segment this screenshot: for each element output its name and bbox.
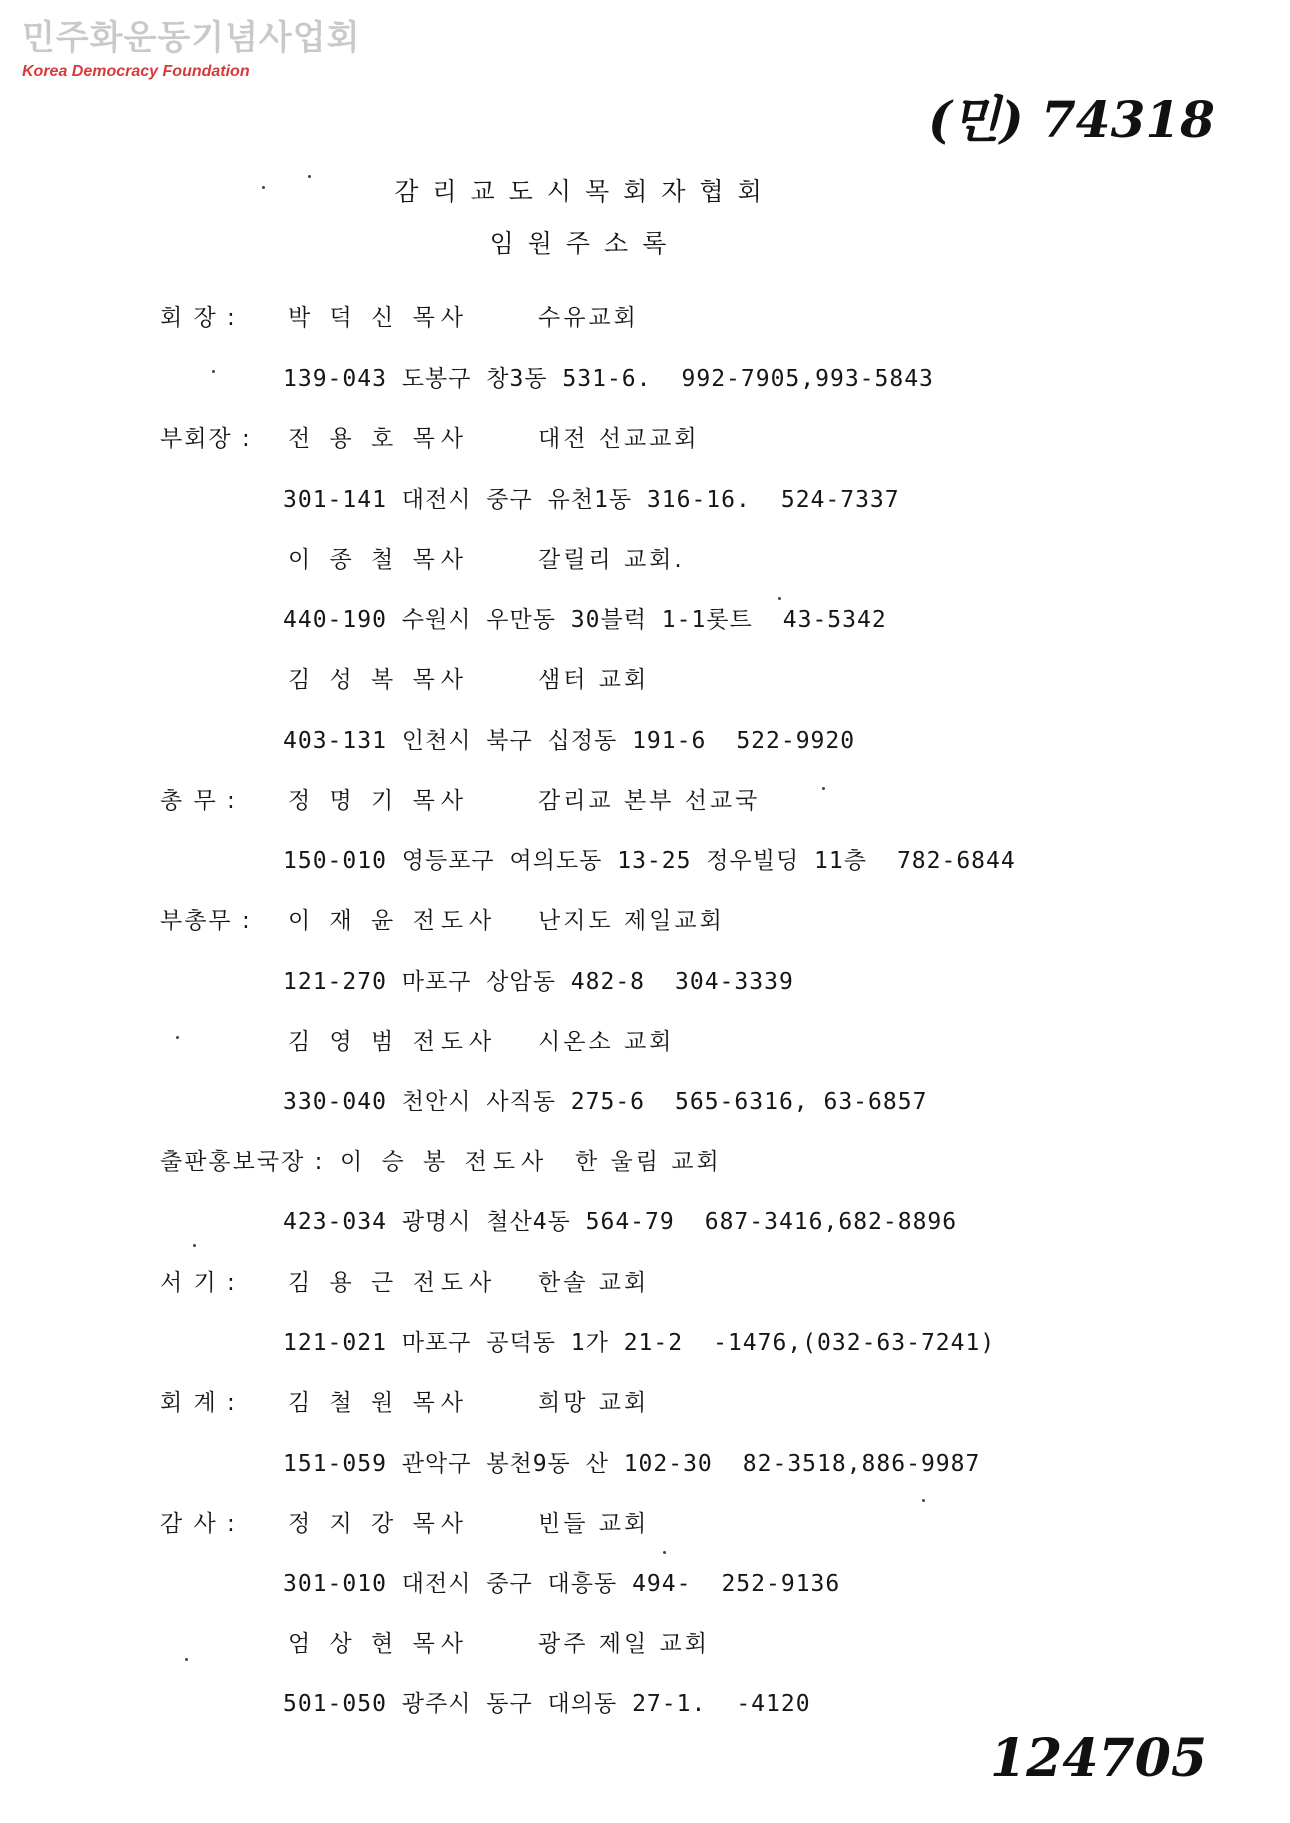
entry-address-row (283, 364, 934, 394)
phone-number: 43-5342 (782, 607, 887, 633)
church-name: 빈들 교회 (538, 1511, 650, 1537)
church-name: 한솔 교회 (538, 1270, 650, 1296)
role-label: 회 장 : (160, 305, 237, 331)
entry-address-row (283, 1449, 980, 1479)
entry-header-row (160, 1268, 649, 1298)
church-name: 시온소 교회 (538, 1029, 675, 1055)
entry-address-row (283, 1328, 995, 1358)
entry-address-row (283, 967, 794, 997)
church-name: 대전 선교교회 (538, 426, 700, 452)
person-name: 이 종 철 목사 (288, 547, 470, 573)
church-name: 희망 교회 (538, 1390, 650, 1416)
handwritten-archive-number: (민) 74318 (928, 90, 1215, 149)
person-name: 전 용 호 목사 (288, 426, 470, 452)
address: 301-141 대전시 중구 유천1동 316-16. (283, 487, 751, 513)
scan-speck (663, 1551, 666, 1554)
role-label: 회 계 : (160, 1390, 237, 1416)
entry-address-row (283, 1569, 840, 1599)
entry-address-row (283, 485, 900, 515)
scan-speck (778, 597, 781, 600)
document-subtitle: 임원주소록 (489, 229, 681, 258)
address: 139-043 도봉구 창3동 531-6. (283, 366, 652, 392)
person-name: 이 재 윤 전도사 (288, 908, 498, 934)
church-name: 수유교회 (538, 305, 639, 331)
watermark-korean: 민주화운동기념사업회 (22, 18, 361, 58)
person-name: 엄 상 현 목사 (288, 1631, 470, 1657)
entry-address-row (283, 1087, 927, 1117)
phone-number: 524-7337 (780, 487, 900, 513)
entry-address-row (283, 1207, 957, 1237)
person-name: 김 철 원 목사 (288, 1390, 470, 1416)
handwritten-page-number: 124705 (990, 1728, 1208, 1789)
address: 121-021 마포구 공덕동 1가 21-2 (283, 1330, 684, 1356)
scan-speck (308, 175, 311, 178)
entry-header-row (160, 1629, 710, 1659)
watermark-logo (22, 18, 360, 82)
phone-number: -4120 (736, 1691, 811, 1717)
phone-number: 782-6844 (896, 848, 1016, 874)
role-label: 부회장 : (160, 426, 252, 452)
church-name: 광주 제일 교회 (538, 1631, 710, 1657)
person-name: 김 영 범 전도사 (288, 1029, 498, 1055)
church-name: 감리교 본부 선교국 (538, 788, 761, 814)
address: 121-270 마포구 상암동 482-8 (283, 969, 646, 995)
entry-header-row (160, 1147, 722, 1177)
person-name: 박 덕 신 목사 (288, 305, 470, 331)
entry-address-row (283, 605, 887, 635)
person-name: 정 지 강 목사 (288, 1511, 470, 1537)
address: 440-190 수원시 우만동 30블럭 1-1롯트 (283, 607, 753, 633)
entry-header-row (160, 424, 700, 454)
entry-address-row (283, 1689, 811, 1719)
entry-address-row (283, 726, 855, 756)
role-label: 부총무 : (160, 908, 252, 934)
phone-number: 687-3416,682-8896 (704, 1209, 958, 1235)
watermark-english: Korea Democracy Foundation (22, 63, 250, 80)
entry-header-row (160, 303, 639, 333)
church-name: 난지도 제일교회 (538, 908, 725, 934)
church-name: 샘터 교회 (538, 667, 650, 693)
church-name: 갈릴리 교회. (538, 547, 685, 573)
scan-speck (822, 787, 825, 790)
role-label: 총 무 : (160, 788, 237, 814)
scan-speck (176, 1036, 179, 1039)
phone-number: -1476,(032-63-7241) (713, 1330, 996, 1356)
scan-speck (212, 370, 215, 373)
scan-speck (185, 1658, 188, 1661)
phone-number: 252-9136 (721, 1571, 841, 1597)
role-label: 감 사 : (160, 1511, 237, 1537)
address: 423-034 광명시 철산4동 564-79 (283, 1209, 675, 1235)
scan-speck (193, 1244, 196, 1247)
document-title: 감리교도시목회자협회 (394, 177, 776, 206)
role-label: 출판홍보국장 : (160, 1149, 325, 1175)
person-name: 김 용 근 전도사 (288, 1270, 498, 1296)
address: 501-050 광주시 동구 대의동 27-1. (283, 1691, 707, 1717)
phone-number: 304-3339 (675, 969, 794, 995)
entry-header-row (160, 1509, 649, 1539)
person-name: 정 명 기 목사 (288, 788, 470, 814)
address: 403-131 인천시 북구 십정동 191-6 (283, 728, 707, 754)
person-name: 김 성 복 목사 (288, 667, 470, 693)
entry-header-row (160, 665, 649, 695)
church-name: 한 울림 교회 (575, 1149, 722, 1175)
phone-number: 522-9920 (736, 728, 856, 754)
phone-number: 565-6316, 63-6857 (675, 1089, 928, 1115)
scan-speck (922, 1499, 925, 1502)
entry-address-row (283, 846, 1016, 876)
address: 330-040 천안시 사직동 275-6 (283, 1089, 646, 1115)
address: 151-059 관악구 봉천9동 산 102-30 (283, 1451, 713, 1477)
entry-header-row (160, 906, 725, 936)
address: 150-010 영등포구 여의도동 13-25 정우빌딩 11층 (283, 848, 867, 874)
address: 301-010 대전시 중구 대흥동 494- (283, 1571, 692, 1597)
entry-header-row (160, 1027, 674, 1057)
phone-number: 82-3518,886-9987 (742, 1451, 981, 1477)
entry-header-row (160, 786, 760, 816)
phone-number: 992-7905,993-5843 (681, 366, 934, 392)
scan-speck (262, 186, 265, 189)
entry-header-row (160, 545, 685, 575)
entry-header-row (160, 1388, 649, 1418)
role-label: 서 기 : (160, 1270, 237, 1296)
person-name: 이 승 봉 전도사 (340, 1149, 550, 1175)
